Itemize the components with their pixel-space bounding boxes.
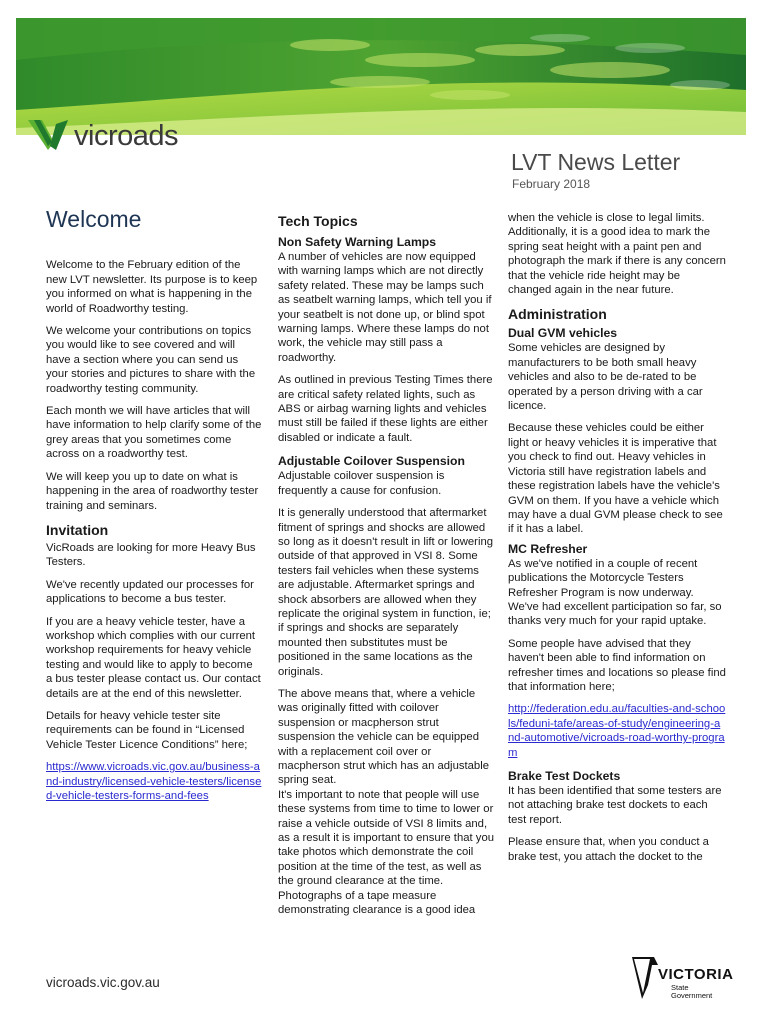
article-paragraph: As outlined in previous Testing Times there are critical safety related lights, such as ABS or airbag warning lights and vehicles must still be failed if these lights are either disabled or indicate a fault.	[278, 374, 493, 444]
article-paragraph: As we've notified in a couple of recent publications the Motorcycle Testers Refresher Program is now underway. We've had excellent participation so far, so thanks very much for your rapid uptake.	[508, 557, 722, 628]
mc-refresher-heading: MC Refresher	[508, 541, 588, 556]
state-text: State	[671, 983, 689, 992]
article-paragraph: Because these vehicles could be either light or heavy vehicles it is imperative that you check to find out. Heavy vehicles in Victoria still have registration labels and these registration labels have the vehicle's GVM on them. If you have a vehicle which may have a dual GVM please check to see if it has a label.	[508, 422, 723, 536]
column-1	[46, 206, 262, 811]
article-paragraph: Adjustable coilover suspension is frequently a cause for confusion.	[278, 470, 445, 497]
administration-heading: Administration	[508, 306, 607, 323]
welcome-paragraph: Welcome to the February edition of the new LVT newsletter. Its purpose is to keep you informed on what is happening in the world of Roadworthy testing.	[46, 259, 258, 315]
state-government-text	[671, 984, 712, 1000]
coilover-heading: Adjustable Coilover Suspension	[278, 454, 465, 469]
article-paragraph: The above means that, where a vehicle was originally fitted with coilover suspension or macpherson strut suspension the vehicle can be equipped with a replacement coil over or macpherson strut which has an adjustable spring seat.	[278, 687, 489, 787]
warning-lamps-heading: Non Safety Warning Lamps	[278, 235, 437, 249]
article-paragraph: Some people have advised that they haven't been able to find information on refresher times and locations so please find that information here;	[508, 637, 726, 693]
article-paragraph: It's important to note that people will use these systems from time to time to lower or raise a vehicle outside of VSI 8 limits and, as a result it is important to ensure that you take photos which demonstrate the coil position at the time of the test, as well as the ground clearance at the time. Photographs of a tape measure demonstrating clearance is a good idea	[278, 788, 495, 917]
article-paragraph: Please ensure that, when you conduct a brake test, you attach the docket to the	[508, 836, 709, 863]
vicroads-logo	[26, 116, 178, 154]
licence-conditions-link[interactable]: https://www.vicroads.vic.gov.au/business-and-industry/licensed-vehicle-testers/licensed-vehicle-testers-forms-and-fees	[46, 761, 262, 802]
footer-url: vicroads.vic.gov.au	[46, 975, 160, 990]
invitation-paragraph: If you are a heavy vehicle tester, have a workshop which complies with our current workshop requirements for heavy vehicle testing and would like to apply to become a bus tester please contact us. Our contact details are at the end of this newsletter.	[46, 615, 261, 700]
vicroads-swoosh-icon	[26, 116, 72, 154]
article-paragraph: It has been identified that some testers are not attaching brake test dockets to each test report.	[508, 785, 722, 826]
article-paragraph: It is generally understood that aftermarket fitment of springs and shocks are allowed so long as it doesn't result in lift or lowering outside of that approved in VSI 8. Some testers fail vehicles when these systems are adjustable. Aftermarket springs and shock absorbers are allowed when they replicate the original system in function, ie; if springs and shocks are separately mounted then substitutes must be positioned in the same locations as the originals.	[278, 507, 494, 678]
invitation-paragraph: VicRoads are looking for more Heavy Bus Testers.	[46, 541, 256, 569]
invitation-paragraph: Details for heavy vehicle tester site requirements can be found in “Licensed Vehicle Tester Licence Conditions” here;	[46, 709, 248, 751]
article-paragraph: when the vehicle is close to legal limits. Additionally, it is a good idea to mark the spring seat height with a paint pen and photograph the mark if there is any concern that the vehicle ride height may be changed again in the near future.	[508, 212, 726, 297]
welcome-paragraph: We welcome your contributions on topics you would like to see covered and will have a section where you can send us your stories and pictures to share with the roadworthy testing community.	[46, 325, 256, 395]
invitation-paragraph: We've recently updated our processes for applications to become a bus tester.	[46, 578, 254, 606]
government-text: Government	[671, 991, 713, 1000]
tech-topics-heading: Tech Topics	[278, 213, 358, 229]
dual-gvm-heading: Dual GVM vehicles	[508, 326, 618, 341]
mc-refresher-link[interactable]: http://federation.edu.au/faculties-and-schools/feduni-tafe/areas-of-study/engineering-and-automotive/vicroads-road-worthy-program	[508, 703, 726, 759]
column-3	[508, 211, 726, 872]
article-paragraph: Some vehicles are designed by manufacturers to be both small heavy vehicles and also to be de-rated to be operated by a person driving with a car licence.	[508, 342, 703, 413]
invitation-heading: Invitation	[46, 521, 109, 538]
newsletter-title: LVT News Letter	[511, 149, 681, 175]
newsletter-date: February 2018	[512, 177, 591, 191]
welcome-paragraph: We will keep you up to date on what is happening in the area of roadworthy tester training and seminars.	[46, 470, 259, 512]
welcome-heading: Welcome	[46, 206, 142, 232]
column-2	[278, 210, 494, 925]
header-banner	[0, 0, 768, 135]
logo-text: vicroads	[74, 119, 178, 152]
brake-dockets-heading: Brake Test Dockets	[508, 769, 621, 783]
article-paragraph: A number of vehicles are now equipped with warning lamps which are not directly safety related. These may be lamps such as seatbelt warning lamps, which tell you if your seatbelt is not done up, or blind spot warning lamps. Where these lamps do not work, the vehicle may still pass a roadworthy.	[278, 251, 492, 364]
victoria-wordmark: VICTORIA	[658, 966, 734, 983]
welcome-paragraph: Each month we will have articles that will have information to help clarify some of the grey areas that you sometimes come across on a roadworthy test.	[46, 405, 262, 461]
